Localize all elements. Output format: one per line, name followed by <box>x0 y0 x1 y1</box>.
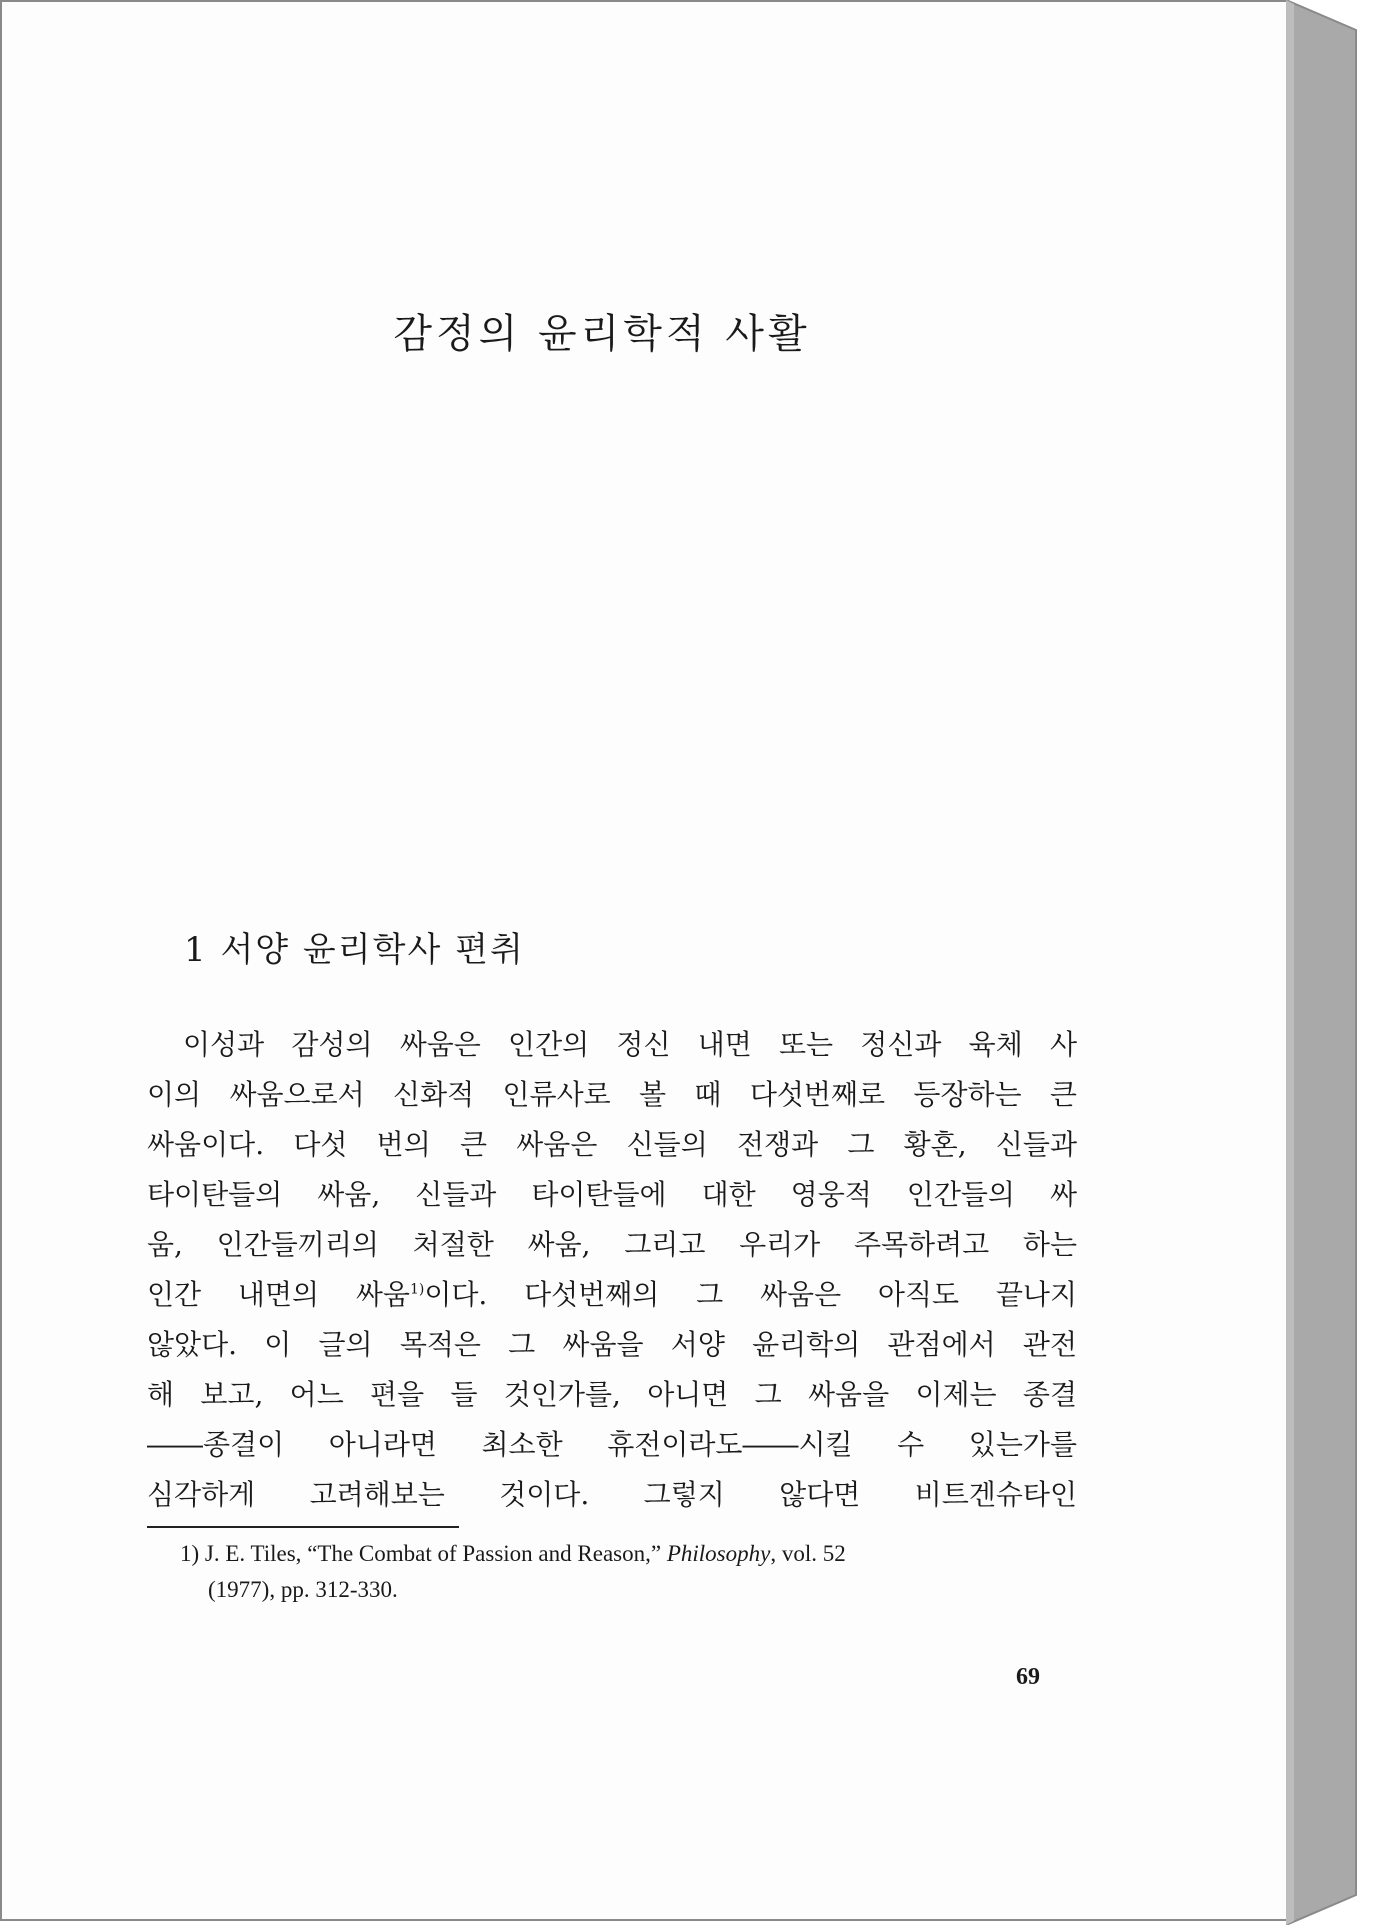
footnote-volume: , vol. 52 <box>770 1541 846 1566</box>
footnote-reference: 1) <box>409 1281 425 1298</box>
footnote-article-title: “The Combat of Passion and Reason,” <box>307 1541 662 1566</box>
body-line: 이성과 감성의 싸움은 인간의 정신 내면 또는 정신과 육체 사 <box>183 1028 1077 1061</box>
footnote-line <box>180 1536 1075 1572</box>
body-line: 움, 인간들끼리의 처절한 싸움, 그리고 우리가 주목하려고 하는 <box>147 1228 1077 1261</box>
footnote-number: 1) <box>180 1541 200 1566</box>
chapter-title: 감정의 윤리학적 사활 <box>393 311 811 357</box>
body-line: 해 보고, 어느 편을 들 것인가를, 아니면 그 싸움을 이제는 종결 <box>147 1378 1077 1411</box>
book-edge-side <box>1286 0 1356 1925</box>
body-line: ――종결이 아니라면 최소한 휴전이라도――시킬 수 있는가를 <box>147 1428 1077 1461</box>
body-line <box>147 1270 1077 1320</box>
body-paragraph <box>147 1020 1077 1520</box>
body-line: 싸움이다. 다섯 번의 큰 싸움은 신들의 전쟁과 그 황혼, 신들과 <box>147 1128 1077 1161</box>
body-line: 심각하게 고려해보는 것이다. 그렇지 않다면 비트겐슈타인 <box>147 1478 1077 1511</box>
footnote-line: (1977), pp. 312-330. <box>208 1577 398 1602</box>
book-page-edge <box>1286 0 1375 1925</box>
footnote-author: J. E. Tiles, <box>204 1541 302 1566</box>
body-line: 이의 싸움으로서 신화적 인류사로 볼 때 다섯번째로 등장하는 큰 <box>147 1078 1077 1111</box>
body-line-text: 이다. 다섯번째의 그 싸움은 아직도 끝나지 <box>424 1278 1077 1311</box>
body-line: 않았다. 이 글의 목적은 그 싸움을 서양 윤리학의 관점에서 관전 <box>147 1328 1077 1361</box>
footnote-divider <box>147 1526 459 1528</box>
page-number: 69 <box>1016 1664 1040 1690</box>
section-heading: 1 서양 윤리학사 편취 <box>184 930 525 970</box>
body-line-text: 인간 내면의 싸움 <box>147 1278 410 1311</box>
book-edge-highlight <box>1286 0 1294 1925</box>
body-line: 타이탄들의 싸움, 신들과 타이탄들에 대한 영웅적 인간들의 싸 <box>147 1178 1077 1211</box>
footnote-journal: Philosophy <box>666 1541 771 1566</box>
footnote <box>180 1536 1075 1608</box>
